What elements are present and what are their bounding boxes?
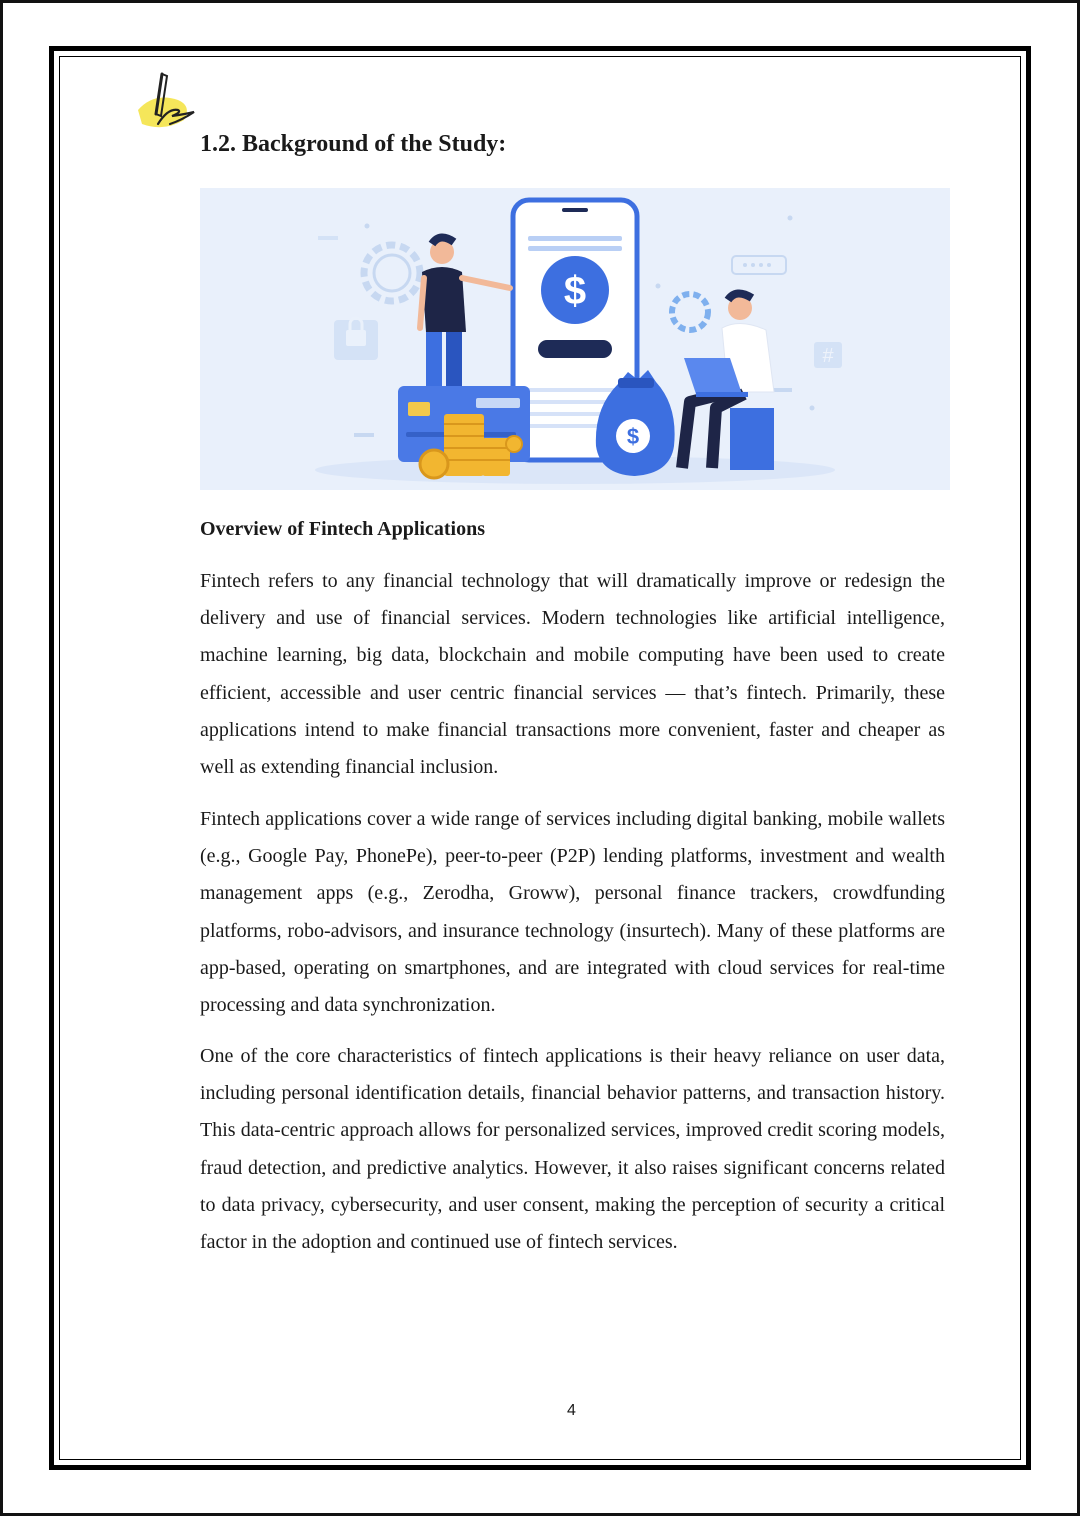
paragraph: Fintech applications cover a wide range of services including digital banking, mobile wallets (e.g., Google Pay, PhonePe), peer-to-peer (P2P) lending platforms, investment and wealth management apps (e.g., Zerodha, Groww), personal finance trackers, crowdfunding platforms, robo-advisors, and insurance technology (insurtech). Many of these platforms are app-based, operating on smartphones, and are integrated with cloud services for real-time processing and data synchronization.: [200, 808, 945, 1017]
bag-dollar-label: $: [626, 424, 640, 449]
fintech-illustration: [200, 188, 950, 490]
section-heading: 1.2. Background of the Study:: [200, 131, 507, 157]
page-number: 4: [567, 1402, 576, 1419]
paragraph: Fintech refers to any financial technology that will dramatically improve or redesign the delivery and use of financial services. Modern technologies like artificial intelligence, machine learning, big data, blockchain and mobile computing have been used to create efficient, accessible and user centric financial services — that’s fintech. Primarily, these applications intend to make financial transactions more convenient, faster and cheaper as well as extending financial inclusion.: [200, 570, 945, 779]
lock-icon: [334, 318, 378, 360]
paragraph: One of the core characteristics of fintech applications is their heavy reliance on user data, including personal identification details, financial behavior patterns, and transaction history. This data-centric approach allows for personalized services, improved credit scoring models, fraud detection, and predictive analytics. However, it also raises significant concerns related to data privacy, cybersecurity, and user consent, making the perception of security a critical factor in the adoption and continued use of fintech services.: [200, 1045, 945, 1254]
hashtag-label: #: [822, 345, 834, 367]
dollar-icon: $: [563, 269, 587, 313]
pen-icon: [134, 70, 202, 132]
subsection-heading: Overview of Fintech Applications: [200, 518, 485, 540]
